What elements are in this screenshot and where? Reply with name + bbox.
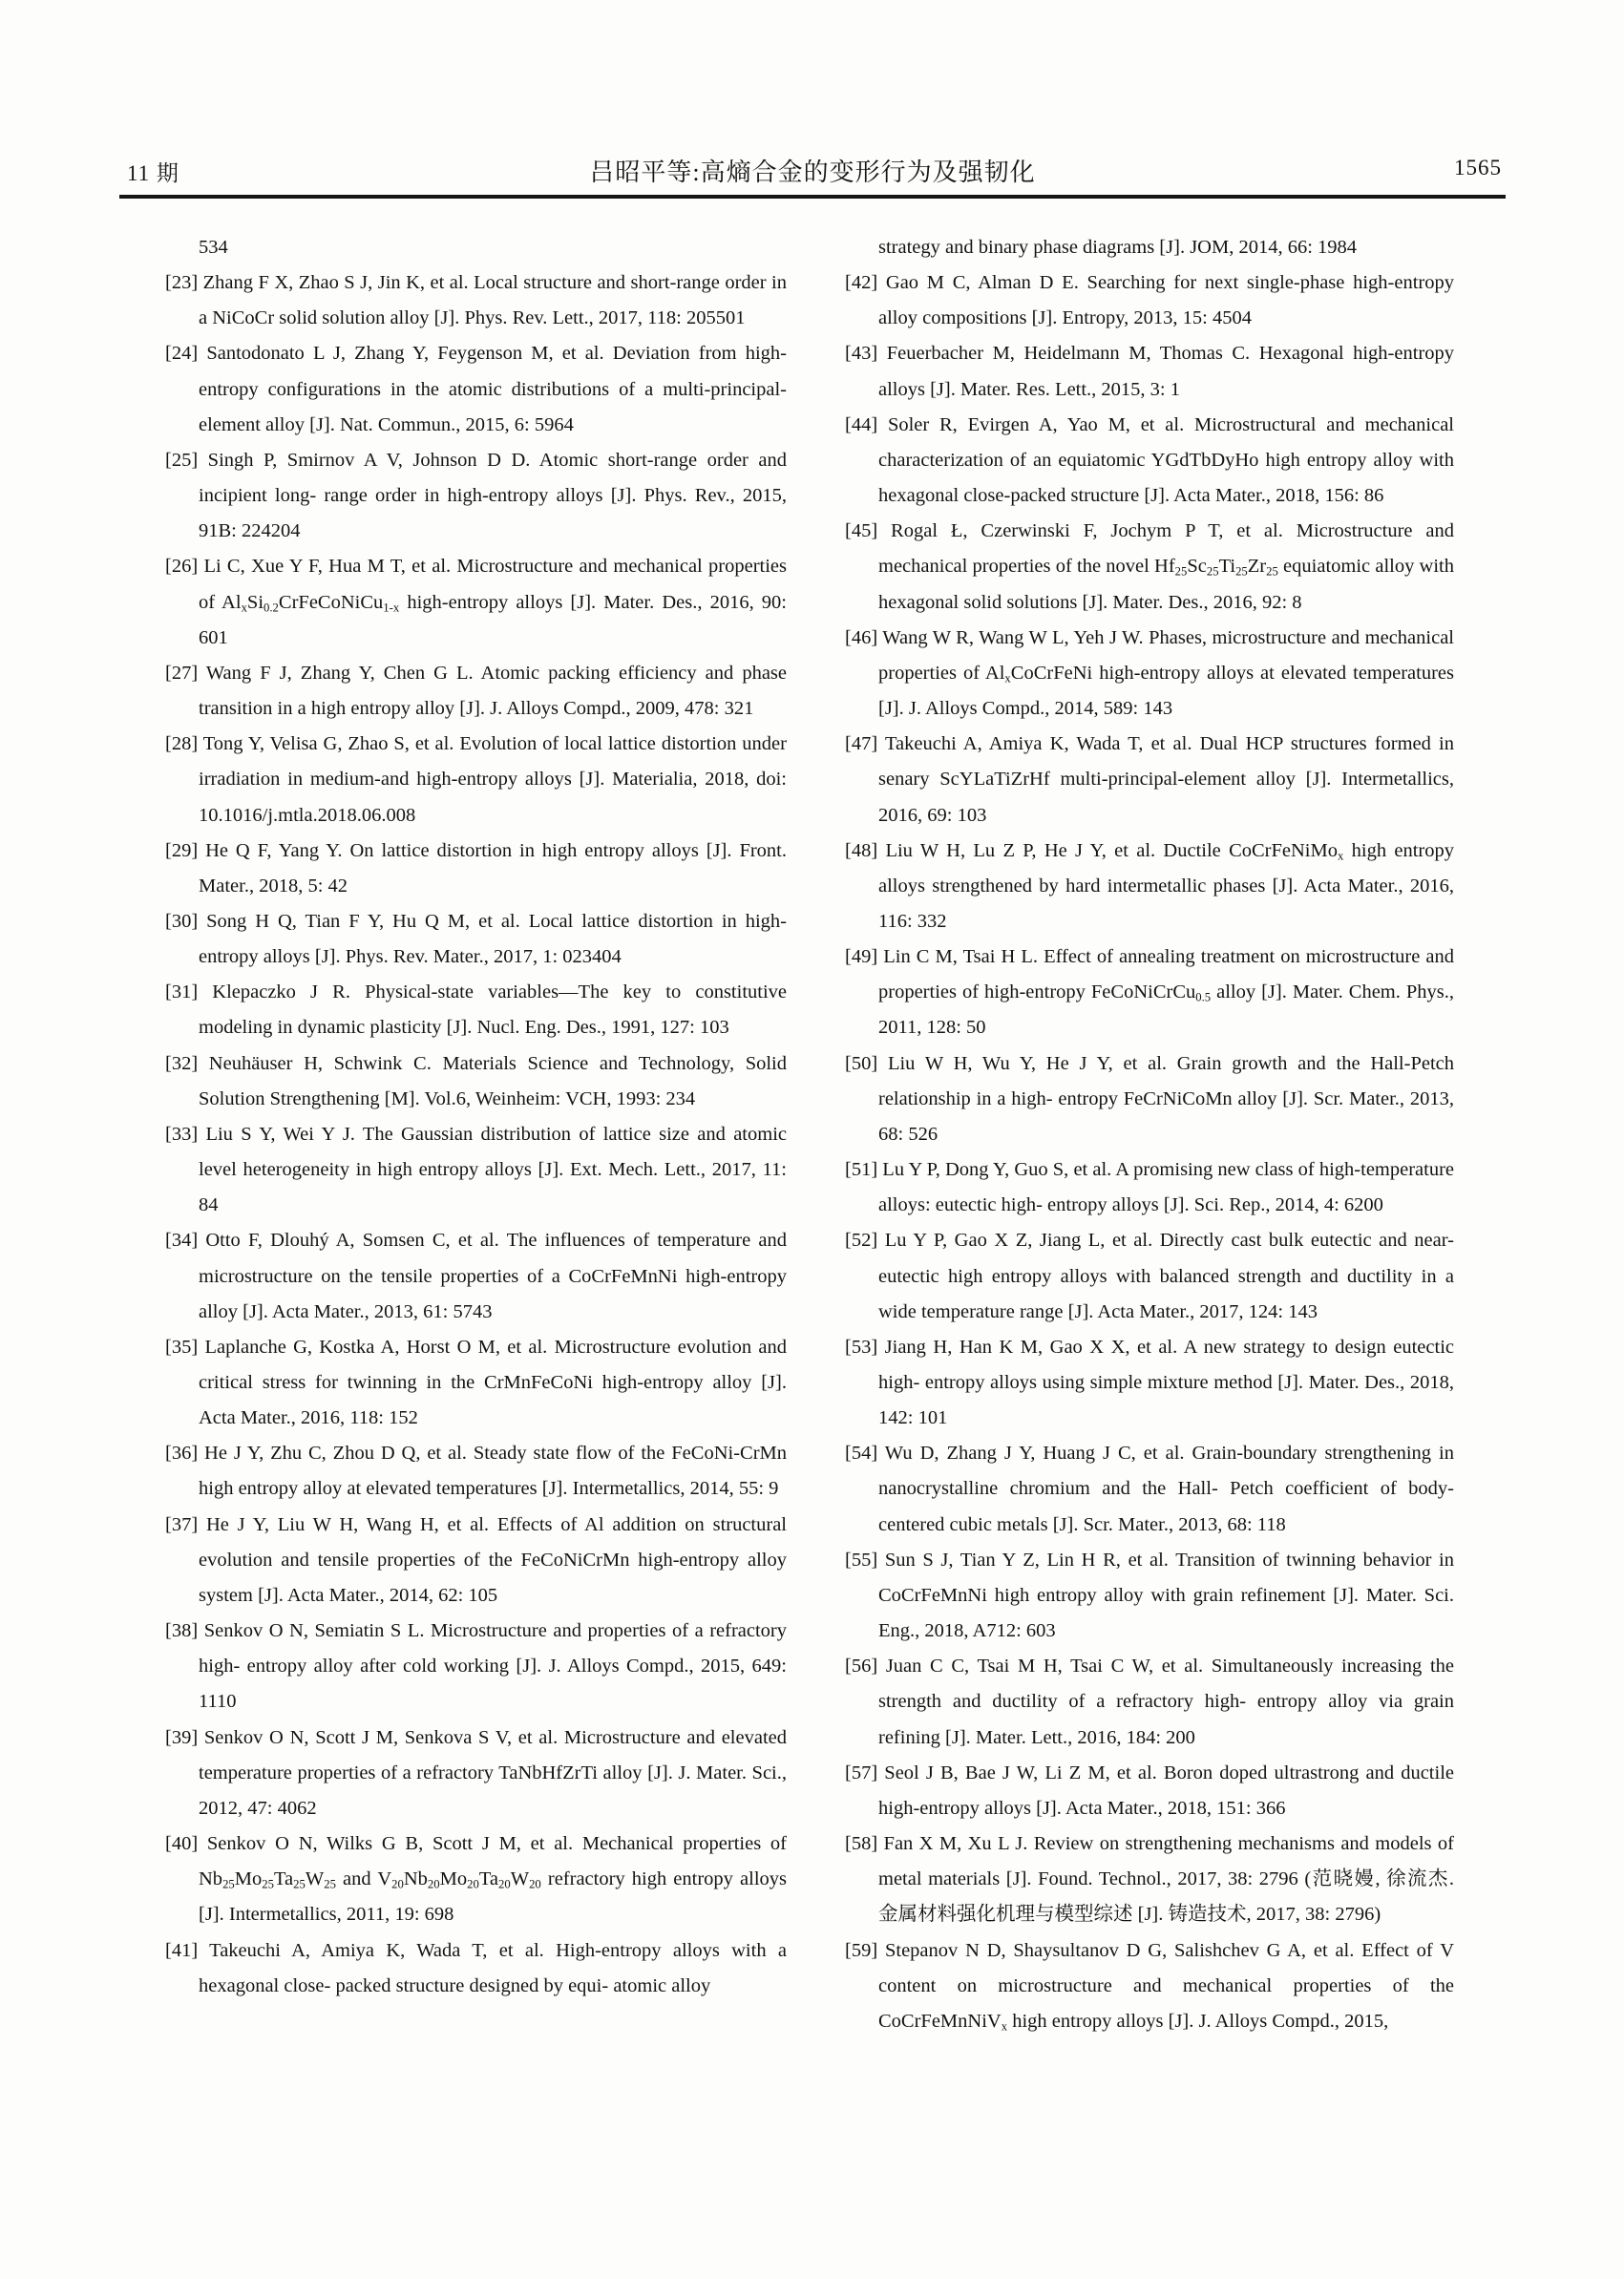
reference-item — [845, 834, 1454, 939]
reference-item — [165, 549, 787, 655]
reference-number: [36] — [165, 1443, 199, 1465]
reference-text: Takeuchi A, Amiya K, Wada T, et al. High-entropy alloys with a hexagonal close- packed structure designed by equi- atomic alloy — [199, 1939, 787, 1996]
reference-text: Laplanche G, Kostka A, Horst O M, et al. Microstructure evolution and critical stress for twinning in the CrMnFeCoNi high-entropy alloy [J]. Acta Mater., 2016, 118: 152 — [199, 1336, 788, 1429]
reference-text: Zhang F X, Zhao S J, Jin K, et al. Local structure and short-range order in a NiCoCr solid solution alloy [J]. Phys. Rev. Lett., 2017, 118: 205501 — [199, 272, 787, 329]
carryover-line: strategy and binary phase diagrams [J]. JOM, 2014, 66: 1984 — [878, 237, 1358, 258]
reference-text: Lu Y P, Gao X Z, Jiang L, et al. Directly cast bulk eutectic and near-eutectic high entropy alloys with balanced strength and ductility in a wide temperature range [J]. Acta Mater., 2017, 124: 143 — [878, 1230, 1455, 1322]
reference-number: [41] — [165, 1939, 199, 1961]
references-column-right — [845, 230, 1454, 2039]
reference-item — [165, 336, 787, 442]
reference-item — [845, 727, 1454, 833]
reference-number: [53] — [845, 1336, 878, 1358]
reference-text: Liu W H, Lu Z P, He J Y, et al. Ductile CoCrFeNiMo$_x$ high entropy alloys strengthened by hard intermetallic phases [J]. Acta Mater., 2016, 116: 332 — [878, 839, 1455, 932]
reference-item — [845, 1756, 1454, 1826]
reference-item — [845, 408, 1454, 514]
reference-text: Senkov O N, Semiatin S L. Microstructure and properties of a refractory high- entropy alloy after cold working [J]. J. Alloys Compd., 2015, 649: 1110 — [199, 1620, 787, 1713]
reference-item — [845, 1826, 1454, 1932]
reference-item — [165, 904, 787, 975]
reference-number: [27] — [165, 662, 199, 684]
reference-text: Feuerbacher M, Heidelmann M, Thomas C. Hexagonal high-entropy alloys [J]. Mater. Res. Lett., 2015, 3: 1 — [878, 343, 1454, 400]
reference-number: [37] — [165, 1513, 199, 1535]
reference-item — [165, 1720, 787, 1826]
reference-number: [44] — [845, 413, 878, 435]
reference-item — [165, 1330, 787, 1436]
reference-number: [31] — [165, 981, 199, 1003]
reference-number: [59] — [845, 1939, 878, 1961]
reference-number: [58] — [845, 1833, 878, 1855]
reference-number: [24] — [165, 343, 199, 365]
reference-number: [49] — [845, 946, 878, 968]
reference-text: Lu Y P, Dong Y, Guo S, et al. A promising new class of high-temperature alloys: eutectic high- entropy alloys [J]. Sci. Rep., 2014, 4: 6200 — [878, 1159, 1455, 1216]
reference-number: [40] — [165, 1833, 199, 1855]
reference-text: Otto F, Dlouhý A, Somsen C, et al. The influences of temperature and microstructure on the tensile properties of a CoCrFeMnNi high-entropy alloy [J]. Acta Mater., 2013, 61: 5743 — [199, 1230, 788, 1322]
reference-text: Senkov O N, Wilks G B, Scott J M, et al. Mechanical properties of $Nb_{25}Mo_{25}Ta_{25}W_{25}$ and $V_{20}Nb_{20}Mo_{20}Ta_{20}W_{20}$ refractory high entropy alloys [J]. Intermetallics, 2011, 19: 698 — [199, 1833, 787, 1926]
reference-text: Senkov O N, Scott J M, Senkova S V, et al. Microstructure and elevated temperature properties of a refractory TaNbHfZrTi alloy [J]. J. Mater. Sci., 2012, 47: 4062 — [199, 1726, 787, 1819]
reference-text: Lin C M, Tsai H L. Effect of annealing treatment on microstructure and properties of high-entropy FeCoNiCrCu$_{0.5}$ alloy [J]. Mater. Chem. Phys., 2011, 128: 50 — [878, 946, 1454, 1039]
reference-text: Santodonato L J, Zhang Y, Feygenson M, et al. Deviation from high-entropy configurations in the atomic distributions of a multi-principal-element alloy [J]. Nat. Commun., 2015, 6: 5964 — [199, 343, 788, 435]
reference-item — [845, 336, 1454, 407]
reference-number: [52] — [845, 1230, 878, 1252]
reference-number: [32] — [165, 1052, 199, 1074]
reference-text: Neuhäuser H, Schwink C. Materials Science and Technology, Solid Solution Strengthening [M]. Vol.6, Weinheim: VCH, 1993: 234 — [199, 1052, 787, 1109]
reference-number: [34] — [165, 1230, 199, 1252]
reference-number: [56] — [845, 1656, 878, 1678]
reference-text: Seol J B, Bae J W, Li Z M, et al. Boron doped ultrastrong and ductile high-entropy alloys [J]. Acta Mater., 2018, 151: 366 — [878, 1762, 1454, 1819]
header-running-title: 吕昭平等:高熵合金的变形行为及强韧化 — [589, 158, 1036, 186]
reference-text: Wu D, Zhang J Y, Huang J C, et al. Grain-boundary strengthening in nanocrystalline chromium and the Hall- Petch coefficient of body-centered cubic metals [J]. Scr. Mater., 2013, 68: 118 — [878, 1443, 1454, 1535]
reference-text: Soler R, Evirgen A, Yao M, et al. Microstructural and mechanical characterization of an equiatomic YGdTbDyHo high entropy alloy with hexagonal close-packed structure [J]. Acta Mater., 2018, 156: 86 — [878, 413, 1454, 507]
reference-item — [165, 727, 787, 833]
reference-number: [38] — [165, 1620, 199, 1642]
reference-item — [165, 1046, 787, 1117]
reference-text: Klepaczko J R. Physical-state variables—The key to constitutive modeling in dynamic plasticity [J]. Nucl. Eng. Des., 1991, 127: 103 — [199, 981, 787, 1039]
reference-text: Tong Y, Velisa G, Zhao S, et al. Evolution of local lattice distortion under irradiation in medium-and high-entropy alloys [J]. Materialia, 2018, doi: 10.1016/j.mtla.2018.06.008 — [199, 733, 787, 826]
carryover-line: 534 — [199, 237, 228, 258]
reference-item — [165, 1614, 787, 1720]
reference-number: [54] — [845, 1443, 878, 1465]
reference-list-right — [845, 265, 1454, 2039]
reference-text: Jiang H, Han K M, Gao X X, et al. A new strategy to design eutectic high- entropy alloys using simple mixture method [J]. Mater. Des., 2018, 142: 101 — [878, 1336, 1454, 1429]
reference-text: Fan X M, Xu L J. Review on strengthening mechanisms and models of metal materials [J]. Found. Technol., 2017, 38: 2796 (范晓嫚, 徐流杰. 金属材料强化机理与模型综述 [J]. 铸造技术, 2017, 38: 2796) — [878, 1833, 1454, 1926]
reference-item — [845, 1543, 1454, 1649]
reference-text: Gao M C, Alman D E. Searching for next single-phase high-entropy alloy compositions [J]. Entropy, 2013, 15: 4504 — [878, 272, 1455, 329]
header-page-number: 1565 — [1454, 156, 1502, 179]
reference-number: [35] — [165, 1336, 199, 1358]
reference-item — [845, 1330, 1454, 1436]
reference-text: Song H Q, Tian F Y, Hu Q M, et al. Local lattice distortion in high-entropy alloys [J]. Phys. Rev. Mater., 2017, 1: 023404 — [199, 910, 788, 968]
reference-text: Sun S J, Tian Y Z, Lin H R, et al. Transition of twinning behavior in CoCrFeMnNi high entropy alloy with grain refinement [J]. Mater. Sci. Eng., 2018, A712: 603 — [878, 1549, 1454, 1642]
reference-number: [29] — [165, 839, 199, 861]
reference-number: [42] — [845, 272, 878, 294]
reference-number: [23] — [165, 272, 199, 294]
reference-text: Takeuchi A, Amiya K, Wada T, et al. Dual HCP structures formed in senary ScYLaTiZrHf multi-principal-element alloy [J]. Intermetallics, 2016, 69: 103 — [878, 733, 1454, 826]
reference-text: He J Y, Liu W H, Wang H, et al. Effects of Al addition on structural evolution and tensile properties of the FeCoNiCrMn high-entropy alloy system [J]. Acta Mater., 2014, 62: 105 — [199, 1513, 788, 1606]
reference-item — [845, 514, 1454, 620]
reference-item — [165, 834, 787, 904]
reference-item — [165, 1117, 787, 1223]
reference-number: [47] — [845, 733, 878, 755]
reference-number: [30] — [165, 910, 199, 932]
reference-item — [845, 939, 1454, 1045]
reference-item — [165, 1826, 787, 1932]
reference-item — [165, 1508, 787, 1614]
reference-item — [165, 1436, 787, 1507]
reference-text: Juan C C, Tsai M H, Tsai C W, et al. Simultaneously increasing the strength and ductility of a refractory high- entropy alloy via grain refining [J]. Mater. Lett., 2016, 184: 200 — [878, 1656, 1454, 1748]
header-issue-label: 11 期 — [127, 161, 179, 185]
reference-number: [25] — [165, 449, 199, 471]
reference-text: Wang F J, Zhang Y, Chen G L. Atomic packing efficiency and phase transition in a high entropy alloy [J]. J. Alloys Compd., 2009, 478: 321 — [199, 662, 787, 720]
reference-text: He Q F, Yang Y. On lattice distortion in high entropy alloys [J]. Front. Mater., 2018, 5: 42 — [199, 839, 787, 897]
reference-item — [845, 1223, 1454, 1329]
reference-item — [845, 1152, 1454, 1223]
reference-list-left — [165, 265, 787, 2004]
reference-item — [845, 265, 1454, 336]
reference-number: [26] — [165, 556, 199, 578]
reference-item — [845, 1436, 1454, 1542]
reference-text: Singh P, Smirnov A V, Johnson D D. Atomic short-range order and incipient long- range order in high-entropy alloys [J]. Phys. Rev., 2015, 91B: 224204 — [199, 449, 787, 542]
reference-text: Li C, Xue Y F, Hua M T, et al. Microstructure and mechanical properties of $Al_xSi_{0.2}CrFeCoNiCu_{1-x}$ high-entropy alloys [J]. Mater. Des., 2016, 90: 601 — [199, 556, 787, 648]
reference-item — [165, 1223, 787, 1329]
reference-text: Wang W R, Wang W L, Yeh J W. Phases, microstructure and mechanical properties of $Al_xCoCrFeNi$ high-entropy alloys at elevated temperatures [J]. J. Alloys Compd., 2014, 589: 143 — [878, 626, 1454, 720]
reference-item — [165, 265, 787, 336]
reference-item — [845, 1933, 1454, 2039]
reference-item — [845, 621, 1454, 727]
reference-number: [50] — [845, 1052, 878, 1074]
reference-text: Liu W H, Wu Y, He J Y, et al. Grain growth and the Hall-Petch relationship in a high- entropy FeCrNiCoMn alloy [J]. Scr. Mater., 2013, 68: 526 — [878, 1052, 1454, 1145]
reference-item — [845, 1046, 1454, 1152]
reference-text: Liu S Y, Wei Y J. The Gaussian distribution of lattice size and atomic level heterogeneity in high entropy alloys [J]. Ext. Mech. Lett., 2017, 11: 84 — [199, 1123, 787, 1216]
references-column-left — [165, 230, 787, 2004]
reference-item — [165, 443, 787, 549]
reference-number: [57] — [845, 1762, 878, 1783]
reference-item — [165, 1933, 787, 2004]
reference-number: [43] — [845, 343, 878, 365]
reference-text: Rogal Ł, Czerwinski F, Jochym P T, et al. Microstructure and mechanical properties of the novel $Hf_{25}Sc_{25}Ti_{25}Zr_{25}$ equiatomic alloy with hexagonal solid solutions [J]. Mater. Des., 2016, 92: 8 — [878, 520, 1455, 613]
reference-number: [39] — [165, 1726, 199, 1748]
reference-number: [48] — [845, 839, 878, 861]
reference-number: [51] — [845, 1159, 878, 1181]
reference-number: [45] — [845, 520, 878, 542]
reference-number: [46] — [845, 626, 878, 648]
reference-number: [55] — [845, 1549, 878, 1571]
reference-number: [33] — [165, 1123, 199, 1145]
reference-text: Stepanov N D, Shaysultanov D G, Salishchev G A, et al. Effect of V content on microstructure and mechanical properties of the CoCrFeMnNiV$_x$ high entropy alloys [J]. J. Alloys Compd., 2015, — [878, 1939, 1455, 2034]
reference-item — [165, 656, 787, 727]
reference-item — [845, 1649, 1454, 1755]
reference-item — [165, 975, 787, 1045]
reference-text: He J Y, Zhu C, Zhou D Q, et al. Steady state flow of the FeCoNi-CrMn high entropy alloy at elevated temperatures [J]. Intermetallics, 2014, 55: 9 — [199, 1443, 788, 1500]
reference-number: [28] — [165, 733, 199, 755]
header-rule — [119, 195, 1506, 199]
